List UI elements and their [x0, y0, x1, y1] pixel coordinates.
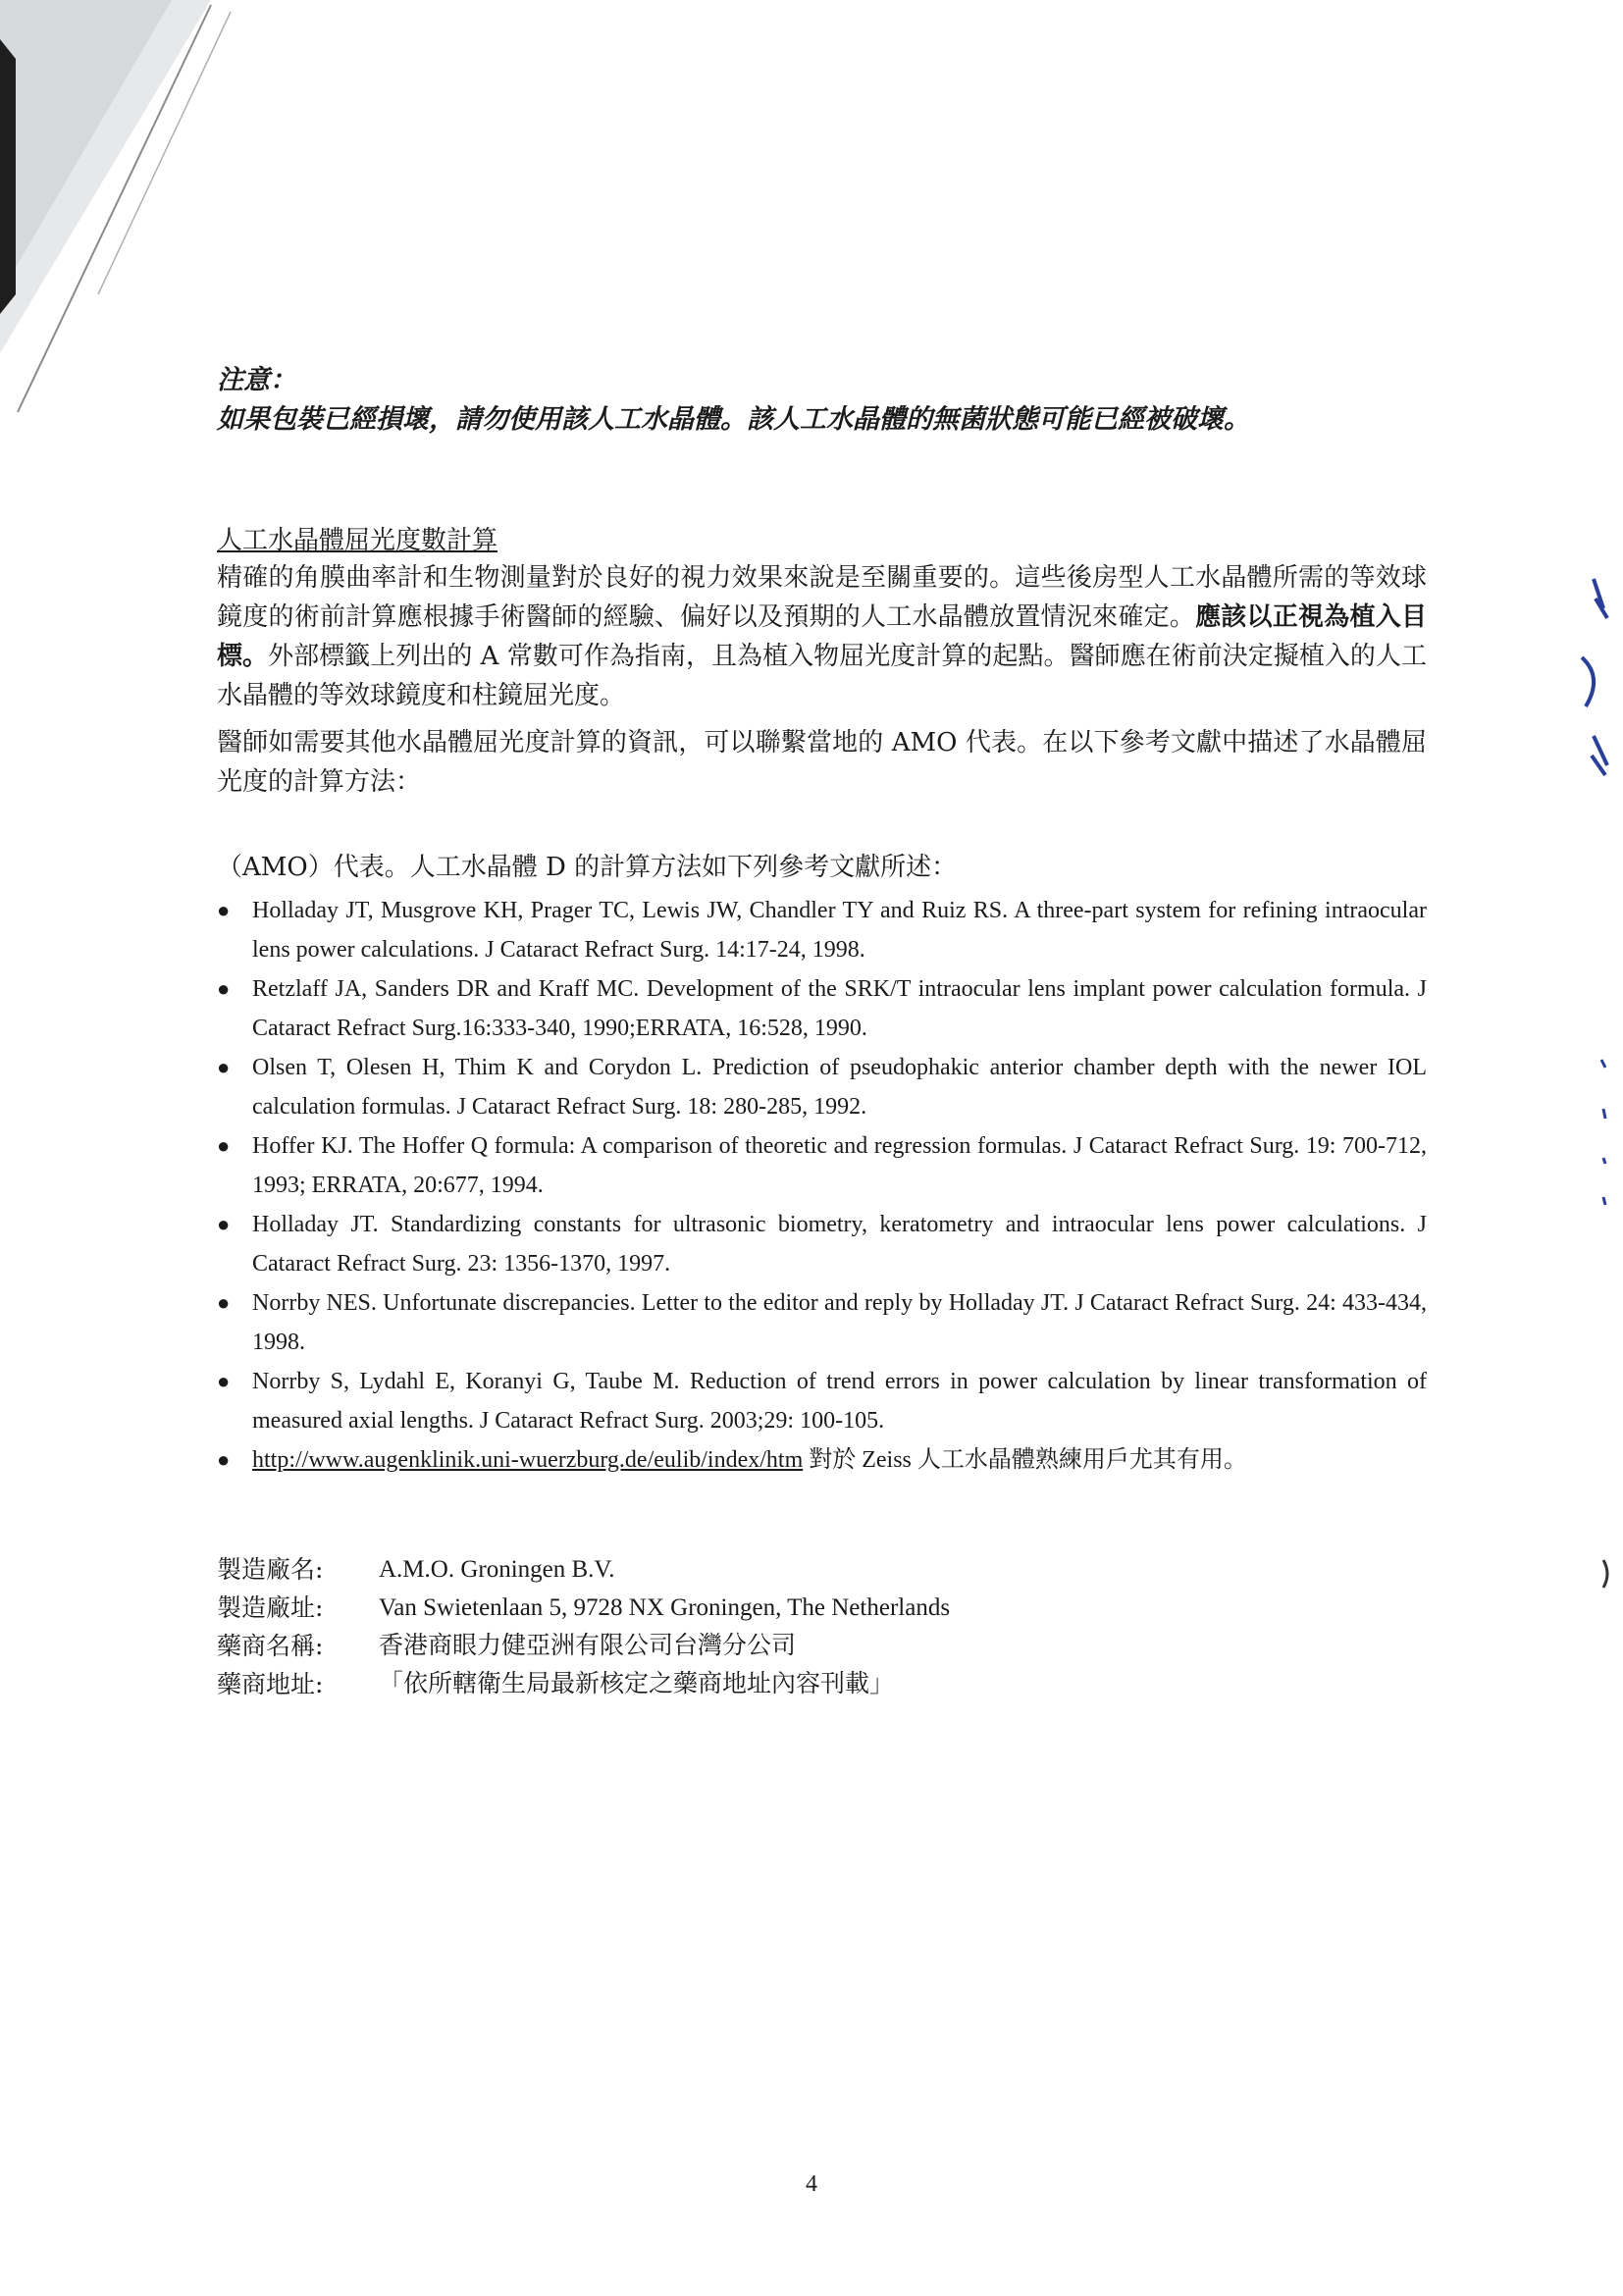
bullet-icon: ● — [217, 1447, 231, 1472]
calc-paragraph-1-emphasis: 應該以正視為植入目標。 — [217, 602, 1427, 671]
bullet-icon: ● — [217, 1055, 231, 1079]
distributor-name-row — [217, 1627, 1427, 1665]
manufacturer-address-row — [217, 1589, 1427, 1627]
reference-item — [217, 891, 1427, 969]
manufacturer-info — [217, 1550, 1427, 1703]
scan-margin-marks — [1564, 549, 1623, 1923]
reference-text: Olsen T, Olesen H, Thim K and Corydon L. Prediction of pseudophakic anterior chamber depth with the newer IOL calculation formulas. J Cataract Refract Surg. 18: 280-285, 1992. — [252, 1055, 1427, 1120]
reference-item — [217, 1362, 1427, 1440]
notice-body: 如果包裝已經損壞，請勿使用該人工水晶體。該人工水晶體的無菌狀態可能已經被破壞。 — [217, 404, 1250, 435]
bullet-icon: ● — [217, 1212, 231, 1236]
notice-title: 注意： — [217, 365, 296, 395]
manufacturer-name-row — [217, 1550, 1427, 1589]
link-description: 對於 Zeiss 人工水晶體熟練用戶尤其有用。 — [803, 1447, 1247, 1473]
calc-paragraph-1 — [217, 558, 1427, 715]
bullet-icon: ● — [217, 976, 231, 1001]
manufacturer-name-value: A.M.O. Groningen B.V. — [379, 1556, 615, 1583]
manufacturer-address-label: 製造廠址: — [217, 1593, 324, 1622]
eulib-link[interactable]: http://www.augenklinik.uni-wuerzburg.de/eulib/index/htm — [252, 1447, 804, 1473]
bullet-icon: ● — [217, 1290, 231, 1315]
references-section — [217, 848, 1427, 1480]
distributor-address-value: 「依所轄衛生局最新核定之藥商地址內容刊載」 — [379, 1671, 895, 1697]
reference-text: Norrby NES. Unfortunate discrepancies. Letter to the editor and reply by Holladay JT. J Cataract Refract Surg. 24: 433-434, 1998. — [252, 1290, 1427, 1355]
references-intro: （AMO）代表。人工水晶體 D 的計算方法如下列參考文獻所述： — [217, 853, 958, 882]
calc-paragraph-1-a: 精確的角膜曲率計和生物測量對於良好的視力效果來說是至關重要的。這些後房型人工水晶體所需的等效球鏡度的術前計算應根據手術醫師的經驗、偏好以及預期的人工水晶體放置情況來確定。 — [217, 563, 1427, 632]
distributor-name-label: 藥商名稱: — [217, 1632, 324, 1660]
reference-item — [217, 1126, 1427, 1205]
bullet-icon: ● — [217, 898, 231, 922]
bullet-icon: ● — [217, 1133, 231, 1158]
reference-item — [217, 1283, 1427, 1362]
reference-item — [217, 1048, 1427, 1126]
distributor-address-row — [217, 1665, 1427, 1703]
section-title: 人工水晶體屈光度數計算 — [217, 526, 498, 555]
page-number: 4 — [806, 2171, 817, 2197]
reference-text: Retzlaff JA, Sanders DR and Kraff MC. Development of the SRK/T intraocular lens implant power calculation formula. J Cataract Refract Surg.16:333-340, 1990;ERRATA, 16:528, 1990. — [252, 976, 1427, 1041]
sterility-warning — [217, 361, 1424, 440]
calc-paragraph-1-b: 外部標籤上列出的 A 常數可作為指南，且為植入物屈光度計算的起點。醫師應在術前決定擬植入的人工水晶體的等效球鏡度和柱鏡屈光度。 — [217, 642, 1427, 710]
bullet-icon: ● — [217, 1369, 231, 1393]
reference-list — [217, 891, 1427, 1480]
reference-link-item — [217, 1440, 1427, 1480]
reference-text: Hoffer KJ. The Hoffer Q formula: A comparison of theoretic and regression formulas. J Cataract Refract Surg. 19: 700-712, 1993; ERRATA, 20:677, 1994. — [252, 1133, 1427, 1198]
distributor-name-value: 香港商眼力健亞洲有限公司台灣分公司 — [379, 1633, 797, 1659]
reference-text: Holladay JT, Musgrove KH, Prager TC, Lewis JW, Chandler TY and Ruiz RS. A three-part system for refining intraocular lens power calculations. J Cataract Refract Surg. 14:17-24, 1998. — [252, 898, 1427, 963]
calc-paragraph-2: 醫師如需要其他水晶體屈光度計算的資訊，可以聯繫當地的 AMO 代表。在以下參考文獻中描述了水晶體屈光度的計算方法： — [217, 728, 1427, 797]
manufacturer-address-value: Van Swietenlaan 5, 9728 NX Groningen, The Netherlands — [379, 1594, 951, 1621]
reference-text: Norrby S, Lydahl E, Koranyi G, Taube M. Reduction of trend errors in power calculation by linear transformation of measured axial lengths. J Cataract Refract Surg. 2003;29: 100-105. — [252, 1369, 1427, 1434]
distributor-address-label: 藥商地址: — [217, 1670, 324, 1698]
manufacturer-name-label: 製造廠名: — [217, 1555, 324, 1584]
reference-item — [217, 969, 1427, 1048]
iol-power-calculation-section — [217, 523, 1427, 809]
reference-text: Holladay JT. Standardizing constants for ultrasonic biometry, keratometry and intraocular lens power calculations. J Cataract Refract Surg. 23: 1356-1370, 1997. — [252, 1212, 1427, 1277]
reference-item — [217, 1205, 1427, 1283]
